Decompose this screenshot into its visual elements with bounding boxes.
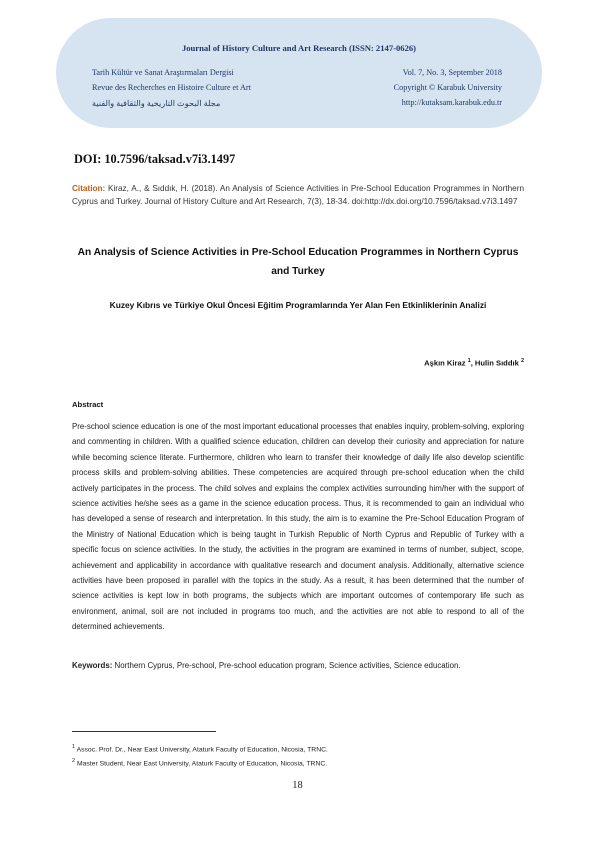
abstract-text: Pre-school science education is one of the most important educational processes that enables inquiry, problem-solving, exploring and commenting in children. With a qualified science education, children can develop their curiosity and appreciation for nature while becoming science literate. Furthermore, children who learn to transfer their knowledge of daily life also develop scientific process skills and problem-solving abilities. These competencies are acquired through pre-school education when the child actively participates in the process. The child solves and explains the complex activities surrounding him/her with the support of science activities he/she sees as a game in the science education process. Thus, it is recommended to gain an individual who has developed a sense of research and interpretation. In this study, the aim is to examine the Pre-School Education Program of the Ministry of National Education which is being taught in Turkish Republic of North Cyprus and Republic of Turkey with a specific focus on science activities. In the study, the activities in the program are examined in terms of number, subject, scope, achievement and applicability in accordance with qualitative research and document analysis. Additionally, alternative science activities have been proposed in parallel with the topics in the study. As a result, it has been determined that the number of science activities is kept low in both programs, the subjects which are important outcomes of contemporary life such as environment, animal, soil are not included in programs too much, and the activities are not able to respond to all of the determined achievements.	[72, 422, 524, 632]
citation-label: Citation:	[72, 184, 106, 193]
footnote	[72, 744, 328, 753]
doi: DOI: 10.7596/taksad.v7i3.1497	[74, 152, 236, 166]
footnote-number: 2	[72, 758, 76, 764]
citation-text: Kiraz, A., & Sıddık, H. (2018). An Analysis of Science Activities in Pre-School Education Programmes in Northern Cyprus and Turkey. Journal of History Culture and Art Research, 7(3), 18-34. doi:http://dx.doi.org/10.7596/taksad.v7i3.1497	[72, 184, 524, 206]
paper-title-turkish: Kuzey Kıbrıs ve Türkiye Okul Öncesi Eğitim Programlarında Yer Alan Fen Etkinliklerinin Analizi	[109, 300, 487, 310]
citation	[72, 183, 524, 208]
volume-issue: Vol. 7, No. 3, September 2018	[402, 68, 502, 77]
author-footnote-marker: 1	[467, 358, 471, 364]
keywords-label: Keywords:	[72, 661, 113, 670]
paper-title: An Analysis of Science Activities in Pre-School Education Programmes in Northern Cyprus and Turkey	[77, 247, 519, 277]
page-number: 18	[292, 780, 303, 791]
journal-header-banner	[56, 18, 542, 128]
author-name: Hulin Sıddık	[474, 358, 519, 368]
footnote-number: 1	[72, 744, 76, 750]
journal-url-link[interactable]: http://kutaksam.karabuk.edu.tr	[401, 98, 502, 107]
author-name: Aşkın Kiraz	[424, 358, 466, 368]
copyright: Copyright © Karabuk University	[393, 83, 502, 92]
footnote-text: Assoc. Prof. Dr., Near East University, Ataturk Faculty of Education, Nicosia, TRNC.	[76, 746, 328, 754]
journal-name-turkish: Tarih Kültür ve Sanat Araştırmaları Dergisi	[92, 68, 234, 77]
authors	[424, 358, 524, 368]
keywords-text: Northern Cyprus, Pre-school, Pre-school education program, Science activities, Science education.	[114, 661, 461, 670]
footnote-text: Master Student, Near East University, Ataturk Faculty of Education, Nicosia, TRNC.	[76, 760, 328, 768]
journal-title: Journal of History Culture and Art Research (ISSN: 2147-0626)	[181, 43, 417, 53]
journal-name-arabic: مجلة البحوث التاريخية والثقافية والفنية	[92, 99, 221, 108]
journal-name-french: Revue des Recherches en Histoire Culture et Art	[92, 83, 251, 92]
author-footnote-marker: 2	[520, 358, 524, 364]
footnote-divider	[72, 731, 216, 732]
keywords	[72, 658, 524, 673]
abstract-heading: Abstract	[72, 400, 104, 409]
footnote	[72, 758, 327, 767]
author-separator: ,	[470, 358, 475, 368]
